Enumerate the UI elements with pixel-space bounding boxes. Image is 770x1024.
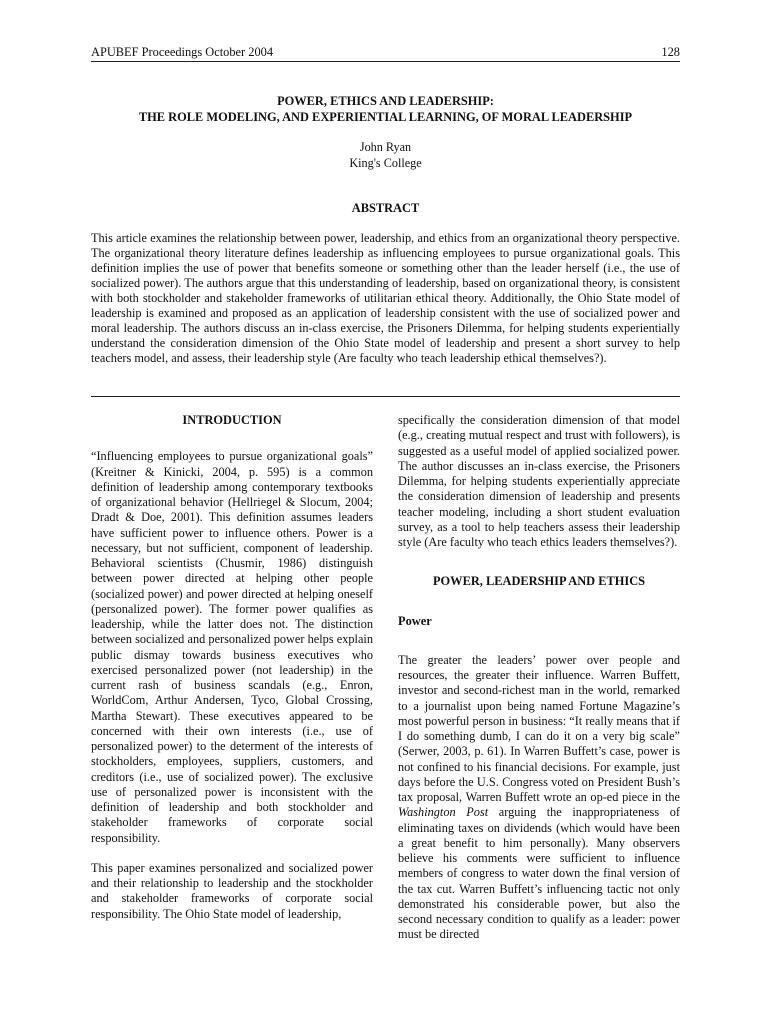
washington-post-title: Washington Post — [398, 805, 489, 820]
introduction-continuation: specifically the consideration dimension of that model (e.g., creating mutual respect and trust with followers), is suggested as a useful model of applied socialized power. The author discusses an in-class exercise, the Prisoners Dilemma, for helping students experientially appreciate the consideration dimension of leadership and presents teacher modeling, including a short student evaluation survey, as a tool to help teachers assess their leadership style (Are faculty who teach ethics leaders themselves?). — [398, 413, 680, 549]
title-line-1: POWER, ETHICS AND LEADERSHIP: — [277, 94, 494, 108]
power-subheading: Power — [398, 613, 432, 628]
author-name: John Ryan — [359, 140, 412, 154]
abstract-text: This article examines the relationship between power, leadership, and ethics from an organizational theory perspective. The organizational theory literature defines leadership as influencing employees to pursue organizational goals. This definition implies the use of power that benefits someone or something other than the leader herself (i.e., the use of socialized power). The authors argue that this understanding of leadership, based on organizational theory, is consistent with both stockholder and stakeholder frameworks of utilitarian ethical theory. Additionally, the Ohio State model of leadership is examined and proposed as an application of leadership consistent with the use of socialized power and moral leadership. The authors discuss an in-class exercise, the Prisoners Dilemma, for helping students experientially understand the consideration dimension of the Ohio State model of leadership and present a short survey to help teachers model, and assess, their leadership style (Are faculty who teach leadership ethical themselves?). — [91, 231, 680, 366]
author-affiliation: King's College — [349, 155, 422, 170]
introduction-paragraph-1: “Influencing employees to pursue organizational goals” (Kreitner & Kinicki, 2004, p. 595) is a common definition of leadership among contemporary textbooks of organizational behavior (Hellriegel & Slocum, 2004; Dradt & Doe, 2001). This definition assumes leaders have sufficient power to influence others. Power is a necessary, but not sufficient, component of leadership. Behavioral scientists (Chusmir, 1986) distinguish between power directed at helping other people (socialized power) and power directed at helping oneself (personalized power). The former power qualifies as leadership, while the latter does not. The distinction between socialized and personalized power helps explain public dismay towards business executives who exercised personalized power (not leadership) in the current rash of business scandals (e.g., Enron, WorldCom, Arthur Andersen, Tyco, Global Crossing, Martha Stewart). These executives appeared to be concerned with their own interests (i.e., use of personalized power) to the determent of the interests of stockholders, employees, suppliers, customers, and creditors (i.e., use of socialized power). The exclusive use of personalized power is inconsistent with the definition of leadership and both stockholder and stakeholder frameworks of corporate social responsibility. — [91, 449, 373, 845]
page-number: 128 — [661, 45, 680, 59]
right-column — [398, 413, 680, 943]
section-divider — [91, 396, 680, 397]
author-block — [91, 140, 680, 171]
introduction-heading: INTRODUCTION — [182, 413, 282, 427]
paper-title — [91, 94, 680, 125]
title-line-2: THE ROLE MODELING, AND EXPERIENTIAL LEARNING, OF MORAL LEADERSHIP — [138, 109, 633, 124]
power-paragraph-text-b: arguing the inappropriateness of eliminating taxes on dividends (which would have been a great benefit to him personally). Many observers believe his comments were sufficient to influence members of congress to water down the final version of the tax cut. Warren Buffett’s influencing tactic not only demonstrated his considerable power, but also the second necessary condition to qualify as a leader: power must be directed — [398, 805, 680, 942]
left-column — [91, 413, 373, 922]
power-paragraph — [398, 653, 680, 943]
proceedings-label: APUBEF Proceedings October 2004 — [91, 45, 274, 59]
power-leadership-ethics-heading: POWER, LEADERSHIP AND ETHICS — [432, 574, 646, 589]
abstract-heading: ABSTRACT — [351, 201, 420, 215]
running-header — [91, 45, 680, 62]
introduction-paragraph-2: This paper examines personalized and socialized power and their relationship to leadership and the stockholder and stakeholder frameworks of corporate social responsibility. The Ohio State model of leadership, — [91, 860, 373, 921]
power-paragraph-text-a: The greater the leaders’ power over people and resources, the greater their influence. Warren Buffett, investor and second-richest man in the world, remarked to a journalist upon being named Fortune Magazine’s most powerful person in business: “It really means that if I do something dumb, I can do it on a very big scale” (Serwer, 2003, p. 61). In Warren Buffett’s case, power is not confined to his financial decisions. For example, just days before the U.S. Congress voted on President Bush’s tax proposal, Warren Buffett wrote an op-ed piece in the — [398, 652, 680, 804]
